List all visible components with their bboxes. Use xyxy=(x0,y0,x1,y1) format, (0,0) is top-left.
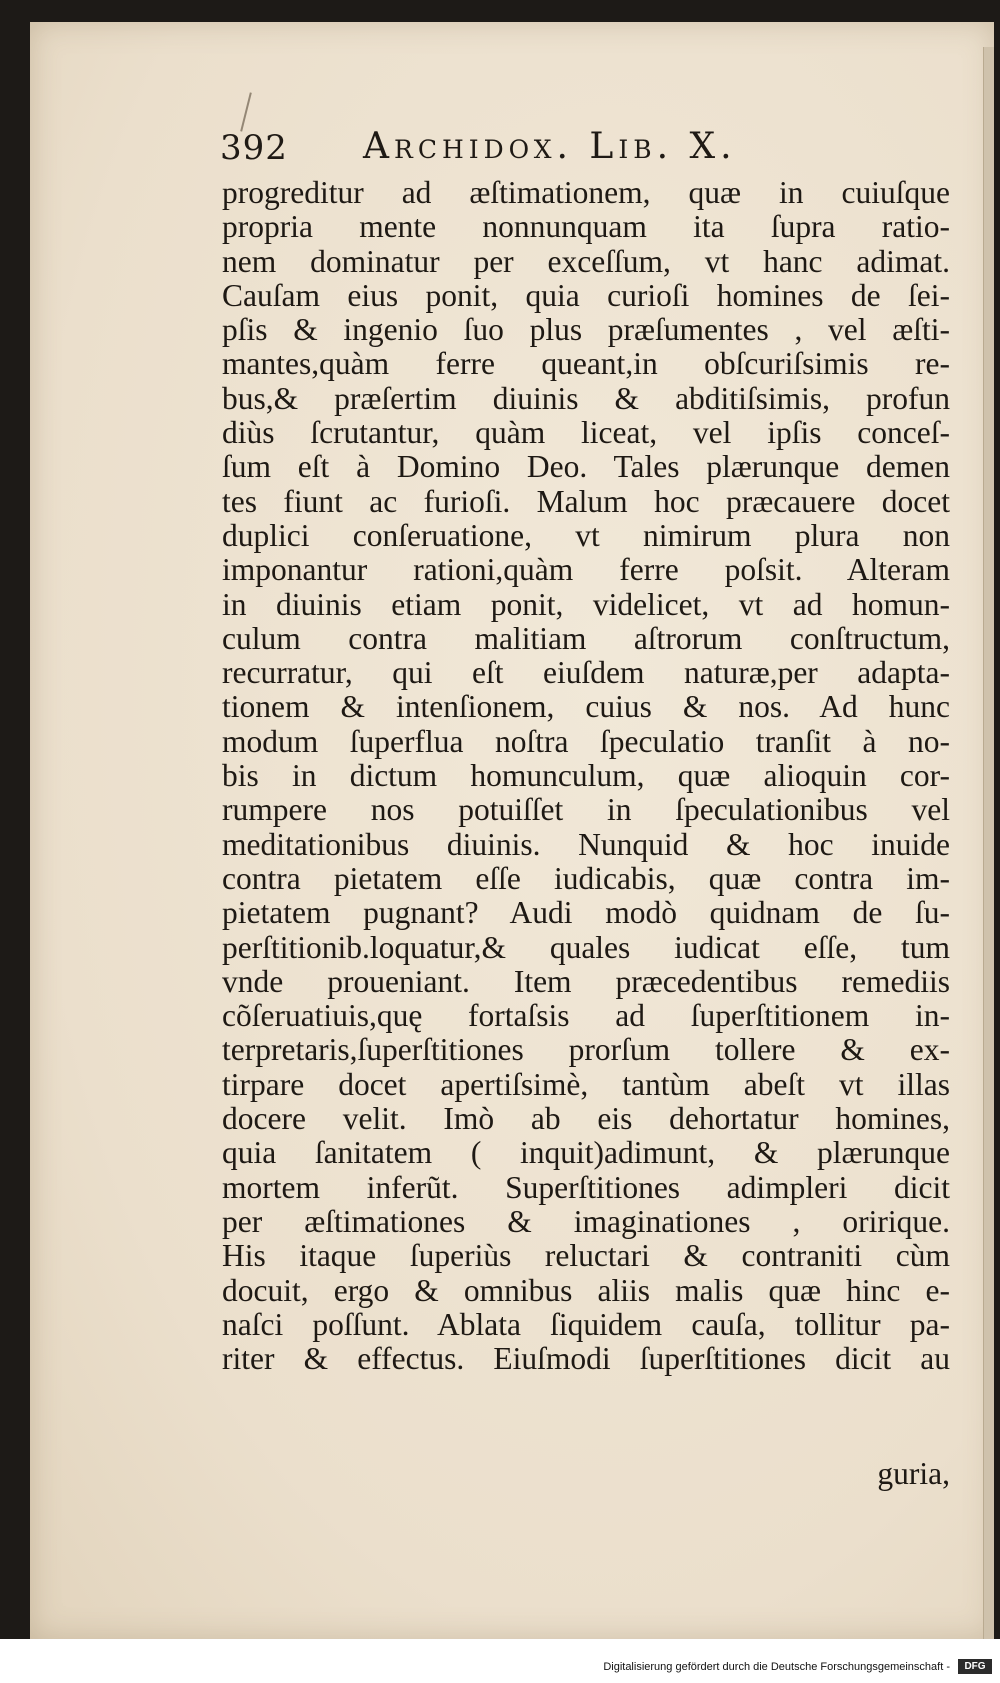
text-line: mantes,quàm ferre queant,in obſcuriſsimis re- xyxy=(222,347,950,382)
text-line: meditationibus diuinis. Nunquid & hoc inuide xyxy=(222,827,950,862)
text-line: vnde proueniant. Item præcedentibus remediis xyxy=(222,964,950,999)
text-line: culum contra malitiam aſtrorum conſtructum, xyxy=(222,621,950,656)
running-title: Archidox. Lib. X. xyxy=(363,126,737,167)
text-line: nem dominatur per exceſſum, vt hanc adimat. xyxy=(222,244,950,279)
text-line: terpretaris,ſuperſtitiones prorſum tollere & ex- xyxy=(222,1033,950,1068)
text-line: recurratur, qui eſt eiuſdem naturæ,per adapta- xyxy=(222,656,950,691)
text-line: tionem & intenſionem, cuius & nos. Ad hunc xyxy=(222,690,950,725)
page-edge xyxy=(983,47,994,1647)
text-line: ſum eſt à Domino Deo. Tales plærunque demen xyxy=(222,450,950,485)
text-line: Cauſam eius ponit, quia curioſi homines de ſei- xyxy=(222,278,950,313)
text-line: bus,& præſertim diuinis & abditiſsimis, profun xyxy=(222,381,950,416)
footer-bar xyxy=(0,1639,1000,1683)
dfg-logo: DFG xyxy=(958,1659,992,1674)
text-line: cõſeruatiuis,quę fortaſsis ad ſuperſtitionem in- xyxy=(222,999,950,1034)
text-line: riter & effectus. Eiuſmodi ſuperſtitiones dicit au xyxy=(222,1342,950,1377)
funding-attribution: Digitalisierung gefördert durch die Deutsche Forschungsgemeinschaft - xyxy=(603,1661,950,1673)
text-line: progreditur ad æſtimationem, quæ in cuiuſque xyxy=(222,176,950,210)
text-line: tes fiunt ac furioſi. Malum hoc præcauere docet xyxy=(222,484,950,519)
body-text xyxy=(222,176,950,1376)
text-line: per æſtimationes & imaginationes , oririque. xyxy=(222,1204,950,1239)
text-line: propria mente nonnunquam ita ſupra ratio- xyxy=(222,210,950,245)
text-line: His itaque ſuperiùs reluctari & contraniti cùm xyxy=(222,1239,950,1274)
text-line: contra pietatem eſſe iudicabis, quæ contra im- xyxy=(222,861,950,896)
text-line: tirpare docet apertiſsimè, tantùm abeſt vt illas xyxy=(222,1067,950,1102)
text-line: duplici conſeruatione, vt nimirum plura non xyxy=(222,518,950,553)
text-line: in diuinis etiam ponit, videlicet, vt ad homun- xyxy=(222,587,950,622)
text-line: perſtitionib.loquatur,& quales iudicat eſſe, tum xyxy=(222,930,950,965)
text-line: docuit, ergo & omnibus aliis malis quæ hinc e- xyxy=(222,1273,950,1308)
text-line: imponantur rationi,quàm ferre poſsit. Alteram xyxy=(222,553,950,588)
text-line: pietatem pugnant? Audi modò quidnam de ſu- xyxy=(222,896,950,931)
text-line: diùs ſcrutantur, quàm liceat, vel ipſis conceſ- xyxy=(222,416,950,451)
text-line: pſis & ingenio ſuo plus præſumentes , vel æſti- xyxy=(222,313,950,348)
text-line: naſci poſſunt. Ablata ſiquidem cauſa, tollitur pa- xyxy=(222,1307,950,1342)
page-header xyxy=(220,118,950,178)
text-line: bis in dictum homunculum, quæ alioquin cor- xyxy=(222,759,950,794)
text-line: rumpere nos potuiſſet in ſpeculationibus vel xyxy=(222,793,950,828)
text-line: modum ſuperflua noſtra ſpeculatio tranſit à no- xyxy=(222,724,950,759)
text-line: docere velit. Imò ab eis dehortatur homines, xyxy=(222,1102,950,1137)
page-number: 392 xyxy=(220,128,288,168)
text-line: quia ſanitatem ( inquit)adimunt, & plærunque xyxy=(222,1136,950,1171)
text-line: mortem inferũt. Superſtitiones adimpleri dicit xyxy=(222,1170,950,1205)
catchword: guria, xyxy=(877,1456,950,1491)
